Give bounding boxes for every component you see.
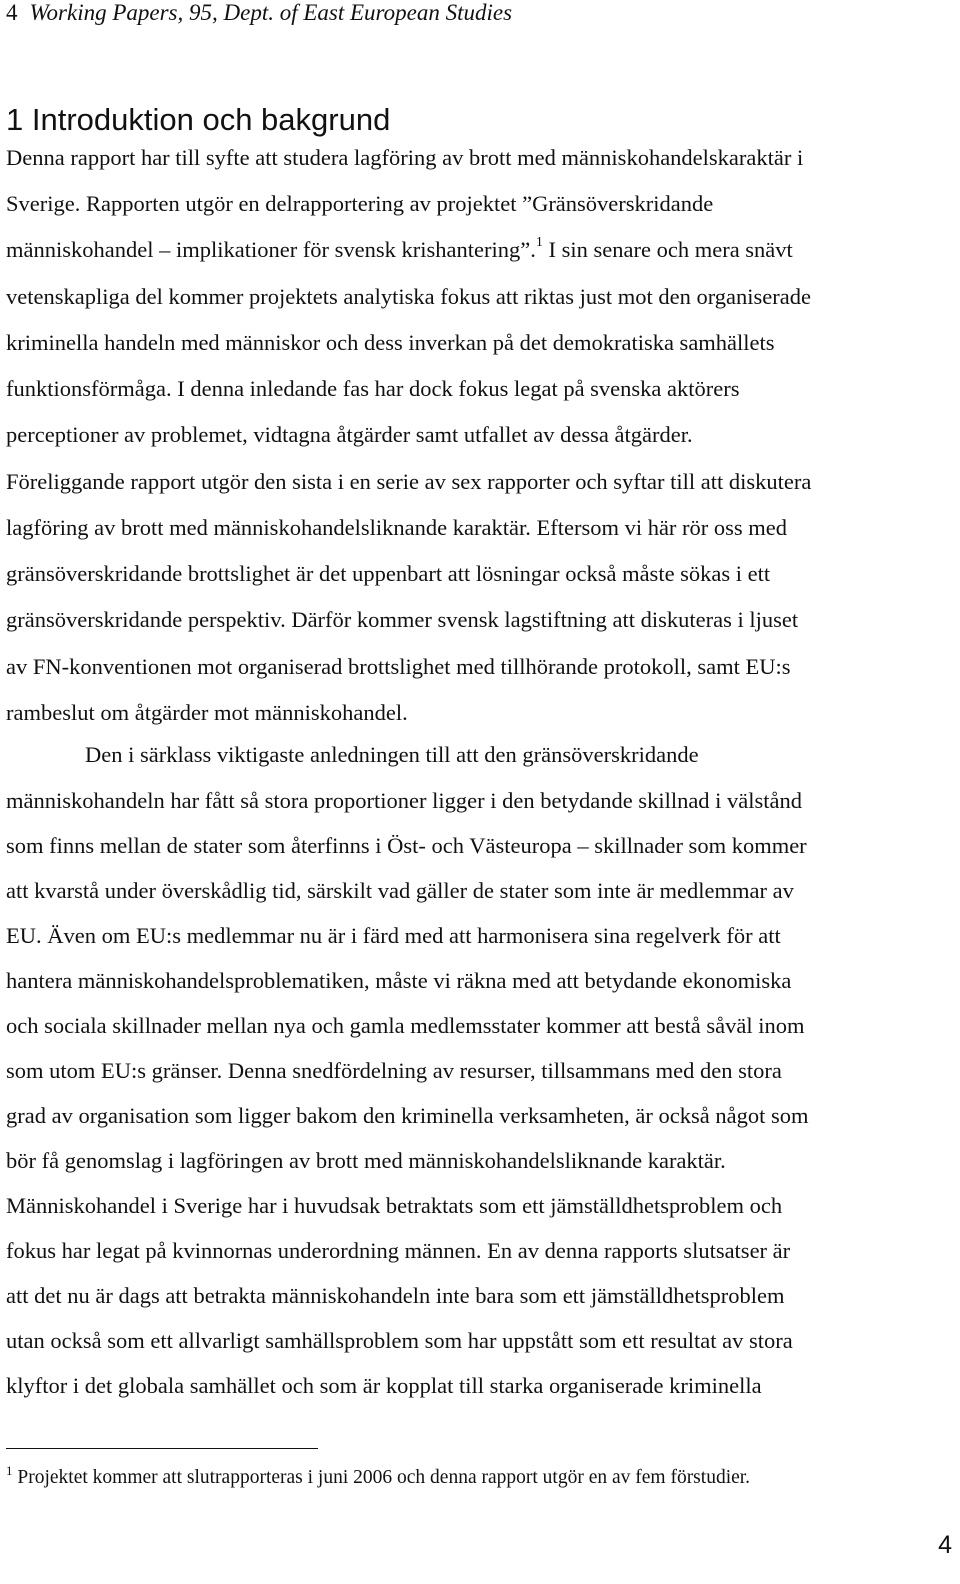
body-line: grad av organisation som ligger bakom den kriminella verksamheten, är också något som bbox=[6, 1103, 809, 1128]
body-line: av FN-konventionen mot organiserad brottslighet med tillhörande protokoll, samt EU:s bbox=[6, 654, 791, 679]
body-line: hantera människohandelsproblematiken, måste vi räkna med att betydande ekonomiska bbox=[6, 968, 792, 993]
section-heading: 1 Introduktion och bakgrund bbox=[6, 102, 391, 137]
body-line: rambeslut om åtgärder mot människohandel. bbox=[6, 700, 408, 725]
body-line: som finns mellan de stater som återfinns i Öst- och Västeuropa – skillnader som kommer bbox=[6, 833, 807, 858]
body-line-text: människohandel – implikationer för svensk krishantering”. bbox=[6, 237, 536, 262]
paragraph-first-line: Den i särklass viktigaste anledningen till att den gränsöverskridande bbox=[85, 742, 699, 767]
body-line: vetenskapliga del kommer projektets analytiska fokus att riktas just mot den organiserade bbox=[6, 284, 812, 309]
footnote-separator bbox=[6, 1448, 318, 1449]
body-line: lagföring av brott med människohandelsliknande karaktär. Eftersom vi här rör oss med bbox=[6, 515, 788, 540]
body-line: Föreliggande rapport utgör den sista i en serie av sex rapporter och syftar till att diskutera bbox=[6, 469, 812, 494]
running-head bbox=[6, 0, 512, 30]
page-number: 4 bbox=[938, 1531, 952, 1559]
body-line: Denna rapport har till syfte att studera lagföring av brott med människohandelskaraktär i bbox=[6, 145, 804, 170]
body-line: klyftor i det globala samhället och som är kopplat till starka organiserade kriminella bbox=[6, 1373, 762, 1398]
body-line-text: I sin senare och mera snävt bbox=[542, 237, 793, 262]
body-line: kriminella handeln med människor och dess inverkan på det demokratiska samhällets bbox=[6, 330, 775, 355]
body-line: Sverige. Rapporten utgör en delrapportering av projektet ”Gränsöverskridande bbox=[6, 191, 714, 216]
body-line: människohandeln har fått så stora proportioner ligger i den betydande skillnad i välstånd bbox=[6, 788, 803, 813]
body-line: bör få genomslag i lagföringen av brott med människohandelsliknande karaktär. bbox=[6, 1148, 726, 1173]
body-line: och sociala skillnader mellan nya och gamla medlemsstater kommer att bestå såväl inom bbox=[6, 1013, 805, 1038]
footnote-text: Projektet kommer att slutrapporteras i juni 2006 och denna rapport utgör en av fem förstudier. bbox=[17, 1467, 751, 1488]
footnote-marker: 1 bbox=[6, 1463, 13, 1478]
body-line: EU. Även om EU:s medlemmar nu är i färd med att harmonisera sina regelverk för att bbox=[6, 923, 781, 948]
body-line: utan också som ett allvarligt samhällsproblem som har uppstått som ett resultat av stora bbox=[6, 1328, 793, 1353]
running-head-title: Working Papers, 95, Dept. of East European Studies bbox=[29, 0, 513, 25]
running-head-page-number: 4 bbox=[6, 0, 18, 25]
body-line: fokus har legat på kvinnornas underordning männen. En av denna rapports slutsatser är bbox=[6, 1238, 791, 1263]
body-line: att kvarstå under överskådlig tid, särskilt vad gäller de stater som inte är medlemmar av bbox=[6, 878, 794, 903]
body-line: gränsöverskridande perspektiv. Därför kommer svensk lagstiftning att diskuteras i ljuset bbox=[6, 607, 799, 632]
body-line: gränsöverskridande brottslighet är det uppenbart att lösningar också måste sökas i ett bbox=[6, 561, 771, 586]
body-line: att det nu är dags att betrakta människohandeln inte bara som ett jämställdhetsproblem bbox=[6, 1283, 785, 1308]
body-line: Människohandel i Sverige har i huvudsak betraktats som ett jämställdhetsproblem och bbox=[6, 1193, 783, 1218]
footnote-reference: 1 bbox=[535, 235, 543, 250]
body-line bbox=[6, 235, 793, 265]
body-line: funktionsförmåga. I denna inledande fas har dock fokus legat på svenska aktörers bbox=[6, 376, 740, 401]
body-line: perceptioner av problemet, vidtagna åtgärder samt utfallet av dessa åtgärder. bbox=[6, 422, 693, 447]
footnote bbox=[6, 1465, 750, 1491]
body-line: som utom EU:s gränser. Denna snedfördelning av resurser, tillsammans med den stora bbox=[6, 1058, 782, 1083]
